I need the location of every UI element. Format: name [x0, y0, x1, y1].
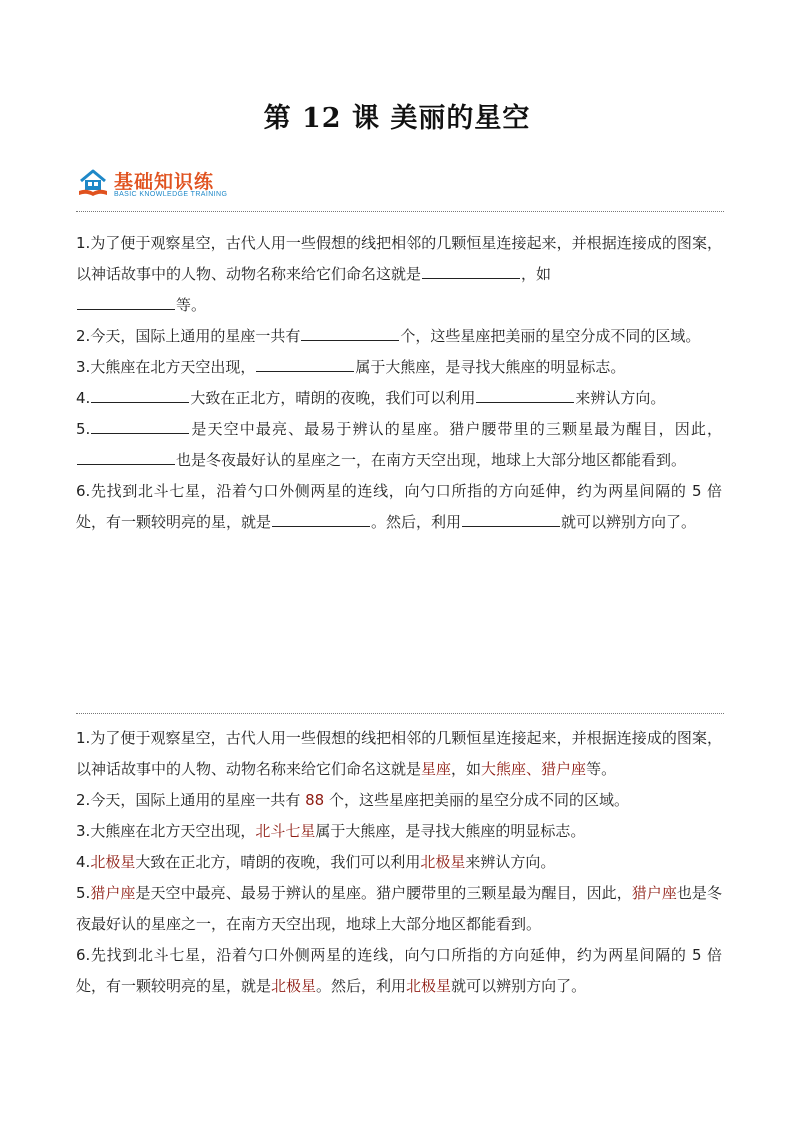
answer-text: 北斗七星 [255, 822, 316, 840]
question-1: 1.为了便于观察星空，古代人用一些假想的线把相邻的几颗恒星连接起来，并根据连接成的图案，以神话故事中的人物、动物名称来给它们命名这就是 ，如 等。 [76, 234, 722, 314]
badge-title: 基础知识练 [114, 171, 215, 193]
answer-text: 北极星 [271, 977, 317, 995]
answer-5: 5.猎户座是天空中最亮、最易于辨认的星座。猎户腰带里的三颗星最为醒目，因此，猎户座也是冬夜最好认的星座之一，在南方天空出现，地球上大部分地区都能看到。 [76, 884, 722, 933]
question-3: 3.大熊座在北方天空出现， 属于大熊座，是寻找大熊座的明显标志。 [76, 358, 626, 376]
divider-answers [76, 713, 724, 714]
answer-blank[interactable] [77, 295, 175, 310]
section-badge [77, 166, 247, 204]
answer-text: 北极星 [406, 977, 452, 995]
answer-blank[interactable] [272, 512, 370, 527]
answer-text: 88 [305, 791, 325, 809]
answer-blank[interactable] [301, 326, 399, 341]
questions-section [76, 228, 722, 538]
answer-blank[interactable] [422, 264, 520, 279]
page-title: 第 12 课 美丽的星空 [263, 103, 531, 134]
answer-blank[interactable] [476, 388, 574, 403]
answer-blank[interactable] [462, 512, 560, 527]
answer-blank[interactable] [77, 450, 175, 465]
answer-6: 6.先找到北斗七星，沿着勺口外侧两星的连线，向勺口所指的方向延伸，约为两星间隔的 5 倍处，有一颗较明亮的星，就是北极星。然后，利用北极星就可以辨别方向了。 [76, 946, 722, 995]
answer-blank[interactable] [91, 388, 189, 403]
question-4: 4. 大致在正北方，晴朗的夜晚，我们可以利用 来辨认方向。 [76, 389, 666, 407]
answer-text: 猎户座 [631, 884, 677, 902]
answer-text: 北极星 [90, 853, 136, 871]
answer-text: 大熊座、猎户座 [481, 760, 587, 778]
answer-text: 猎户座 [90, 884, 136, 902]
answer-blank[interactable] [256, 357, 354, 372]
question-6: 6.先找到北斗七星，沿着勺口外侧两星的连线，向勺口所指的方向延伸，约为两星间隔的 5 倍处，有一颗较明亮的星，就是 。然后，利用 就可以辨别方向了。 [76, 482, 722, 531]
answer-text: 星座 [421, 760, 452, 778]
answer-blank[interactable] [91, 419, 189, 434]
answer-2: 2.今天，国际上通用的星座一共有 88 个，这些星座把美丽的星空分成不同的区域。 [76, 791, 629, 809]
answer-3: 3.大熊座在北方天空出现，北斗七星属于大熊座，是寻找大熊座的明显标志。 [76, 822, 586, 840]
question-5: 5. 是天空中最亮、最易于辨认的星座。猎户腰带里的三颗星最为醒目，因此，也是冬夜最好认的星座之一，在南方天空出现，地球上大部分地区都能看到。 [76, 420, 722, 469]
badge-subtitle: BASIC KNOWLEDGE TRAINING [114, 191, 228, 198]
question-2: 2.今天，国际上通用的星座一共有 个，这些星座把美丽的星空分成不同的区域。 [76, 327, 701, 345]
divider-top [76, 211, 724, 212]
answer-text: 北极星 [420, 853, 466, 871]
answer-4: 4.北极星大致在正北方，晴朗的夜晚，我们可以利用北极星来辨认方向。 [76, 853, 556, 871]
answer-1: 1.为了便于观察星空，古代人用一些假想的线把相邻的几颗恒星连接起来，并根据连接成的图案，以神话故事中的人物、动物名称来给它们命名这就是星座，如大熊座、猎户座等。 [76, 729, 722, 778]
house-book-icon [77, 168, 109, 198]
answers-section [76, 723, 722, 1002]
